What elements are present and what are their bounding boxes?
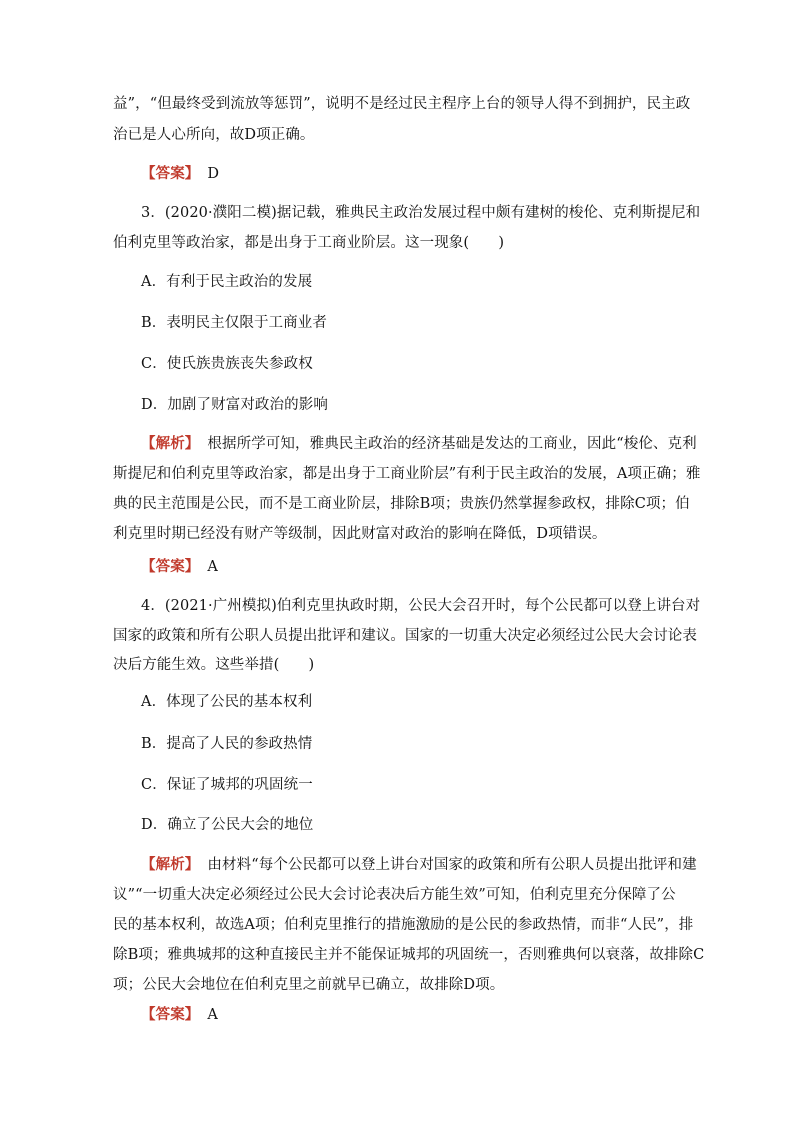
analysis-tag: 【解析】 <box>141 435 200 452</box>
analysis-line: 项；公民大会地位在伯利克里之前就早已确立，故排除D项。 <box>113 977 505 993</box>
answer-line <box>141 557 218 577</box>
option-c: C．使氏族贵族丧失参政权 <box>141 356 313 372</box>
option-a: A．体现了公民的基本权利 <box>141 694 313 710</box>
analysis-text: 根据所学可知，雅典民主政治的经济基础是发达的工商业，因此“梭伦、克利 <box>207 436 697 452</box>
answer-value: A <box>207 1007 218 1023</box>
question-3-stem: 伯利克里等政治家，都是出身于工商业阶层。这一现象( ) <box>113 235 505 251</box>
option-c: C．保证了城邦的巩固统一 <box>141 777 313 793</box>
analysis-line <box>141 434 697 454</box>
answer-value: D <box>207 166 220 182</box>
option-d: D．确立了公民大会的地位 <box>141 817 314 833</box>
analysis-line: 利克里时期已经没有财产等级制，因此财富对政治的影响在降低，D项错误。 <box>113 526 607 542</box>
answer-line <box>141 1005 218 1025</box>
option-a: A．有利于民主政治的发展 <box>141 274 313 290</box>
answer-line <box>141 164 219 184</box>
paragraph-line: 治已是人心所向，故D项正确。 <box>113 127 315 143</box>
analysis-line <box>141 855 697 875</box>
question-3-stem: 3．(2020·濮阳二模)据记载，雅典民主政治发展过程中颇有建树的梭伦、克利斯提尼和 <box>141 205 701 221</box>
analysis-line: 除B项；雅典城邦的这种直接民主并不能保证城邦的巩固统一，否则雅典何以衰落，故排除C <box>113 947 705 963</box>
question-4-stem: 国家的政策和所有公职人员提出批评和建议。国家的一切重大决定必须经过公民大会讨论表 <box>113 628 697 644</box>
question-4-stem: 4．(2021·广州模拟)伯利克里执政时期，公民大会召开时，每个公民都可以登上讲台对 <box>141 598 701 614</box>
analysis-line: 议”“一切重大决定必须经过公民大会讨论表决后方能生效”可知，伯利克里充分保障了公 <box>113 887 676 903</box>
option-b: B．提高了人民的参政热情 <box>141 736 313 752</box>
answer-value: A <box>207 559 218 575</box>
analysis-text: 由材料“每个公民都可以登上讲台对国家的政策和所有公职人员提出批评和建 <box>207 857 697 873</box>
analysis-tag: 【解析】 <box>141 856 200 873</box>
analysis-line: 斯提尼和伯利克里等政治家，都是出身于工商业阶层”有利于民主政治的发展，A项正确；雅 <box>113 466 701 482</box>
answer-tag: 【答案】 <box>141 1006 200 1023</box>
analysis-line: 民的基本权利，故选A项；伯利克里推行的措施激励的是公民的参政热情，而非“人民”，排 <box>113 917 694 933</box>
paragraph-line: 益”，“但最终受到流放等惩罚”，说明不是经过民主程序上台的领导人得不到拥护，民主政 <box>113 96 691 112</box>
answer-tag: 【答案】 <box>141 165 200 182</box>
answer-tag: 【答案】 <box>141 558 200 575</box>
option-d: D．加剧了财富对政治的影响 <box>141 397 328 413</box>
analysis-line: 典的民主范围是公民，而不是工商业阶层，排除B项；贵族仍然掌握参政权，排除C项；伯 <box>113 496 690 512</box>
option-b: B．表明民主仅限于工商业者 <box>141 315 327 331</box>
question-4-stem: 决后方能生效。这些举措( ) <box>113 657 315 673</box>
